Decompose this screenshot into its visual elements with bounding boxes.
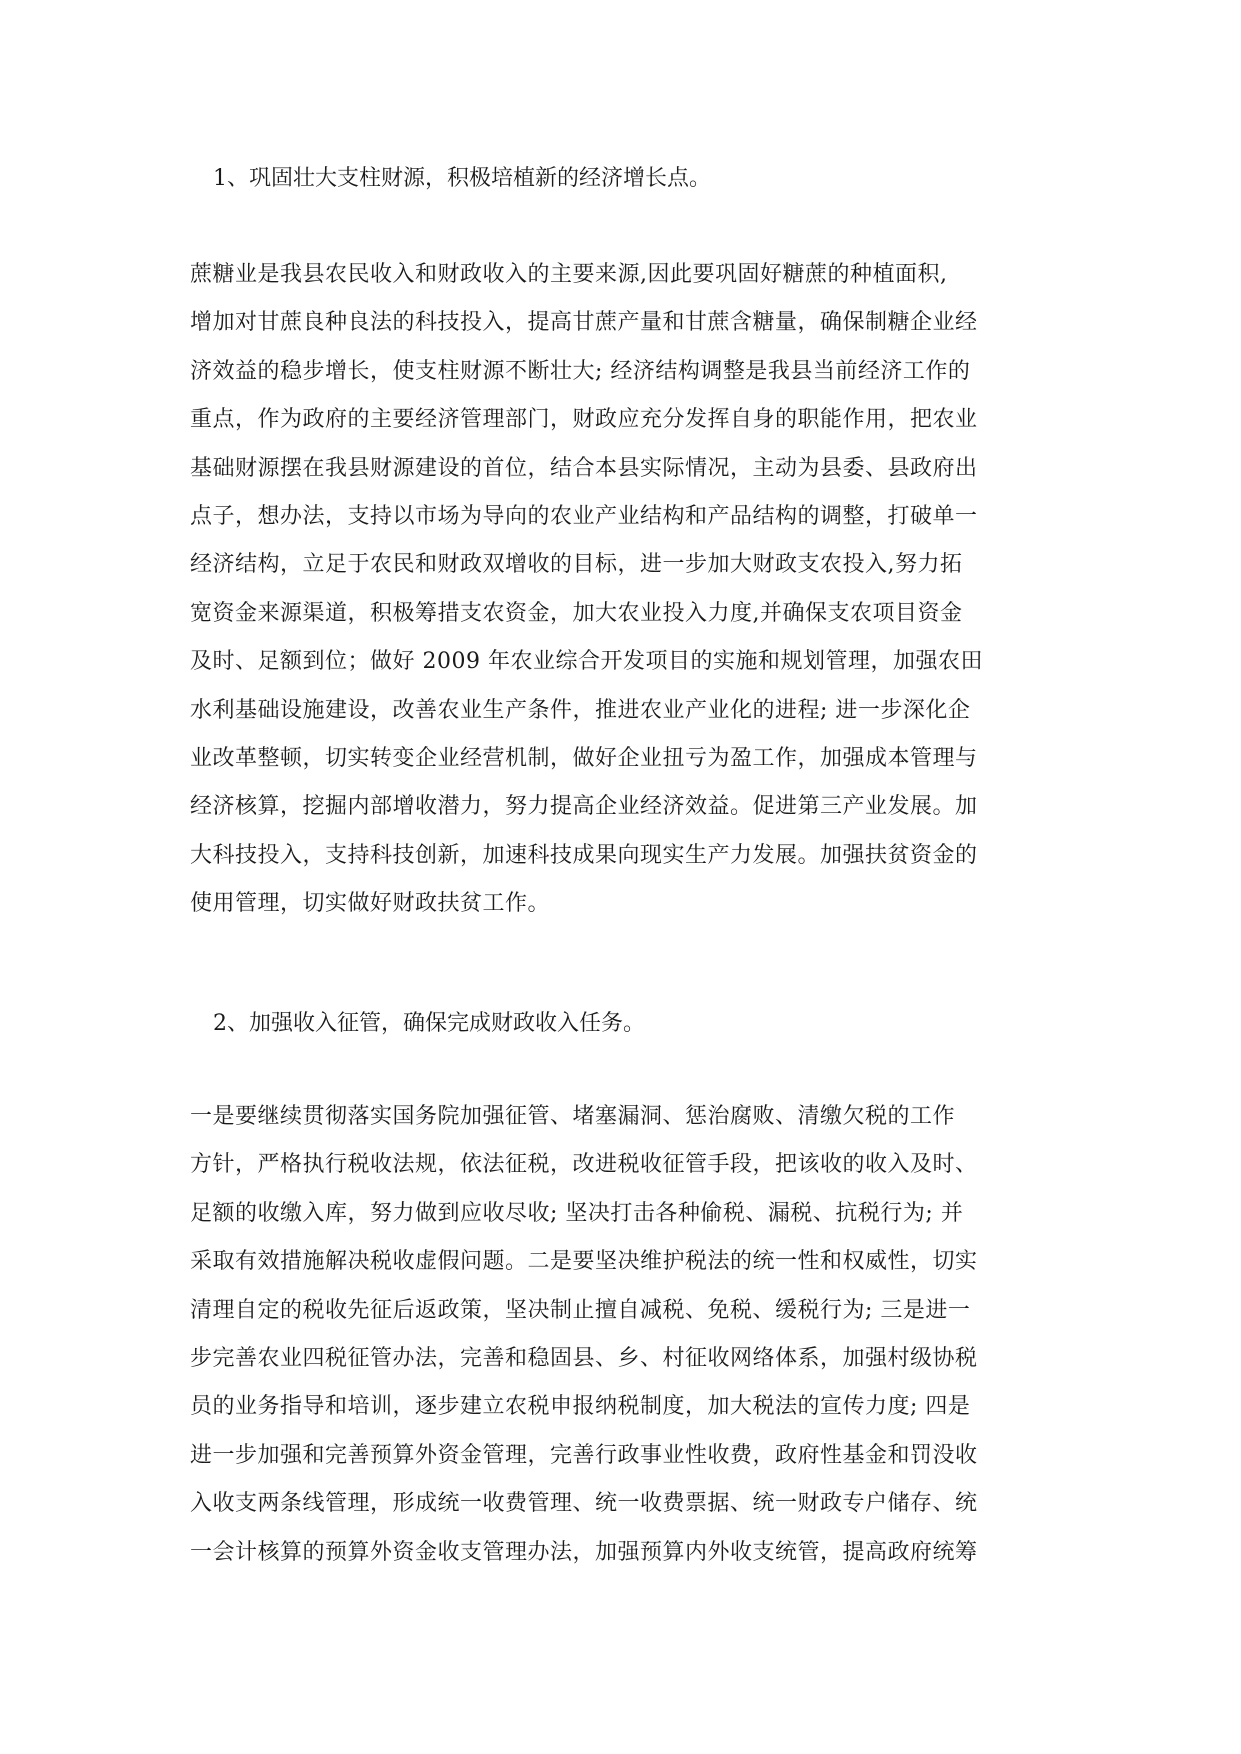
paragraph-line: 使用管理，切实做好财政扶贫工作。 — [190, 891, 551, 917]
section-1-paragraph — [190, 251, 983, 928]
paragraph-line: 方针，严格执行税收法规，依法征税，改进税收征管手段，把该收的收入及时、 — [190, 1152, 978, 1178]
paragraph-line: 一会计核算的预算外资金收支管理办法，加强预算内外收支统管，提高政府统筹 — [190, 1539, 978, 1565]
paragraph-line: 经济结构，立足于农民和财政双增收的目标，进一步加大财政支农投入,努力拓 — [190, 552, 963, 578]
paragraph-line: 清理自定的税收先征后返政策，坚决制止擅自减税、免税、缓税行为; 三是进一 — [190, 1297, 971, 1323]
paragraph-line: 蔗糖业是我县农民收入和财政收入的主要来源,因此要巩固好糖蔗的种植面积, — [190, 262, 948, 287]
paragraph-line: 增加对甘蔗良种良法的科技投入，提高甘蔗产量和甘蔗含糖量，确保制糖企业经 — [190, 310, 978, 336]
section-2-paragraph — [190, 1093, 978, 1577]
paragraph-line: 基础财源摆在我县财源建设的首位，结合本县实际情况，主动为县委、县政府出 — [190, 455, 978, 481]
paragraph-line: 大科技投入，支持科技创新，加速科技成果向现实生产力发展。加强扶贫资金的 — [190, 842, 978, 868]
paragraph-line: 一是要继续贯彻落实国务院加强征管、堵塞漏洞、惩治腐败、清缴欠税的工作 — [190, 1104, 956, 1129]
paragraph-line: 济效益的稳步增长，使支柱财源不断壮大; 经济结构调整是我县当前经济工作的 — [190, 358, 971, 384]
section-1-heading: 1、巩固壮大支柱财源，积极培植新的经济增长点。 — [213, 166, 711, 191]
paragraph-line: 经济核算，挖掘内部增收潜力，努力提高企业经济效益。促进第三产业发展。加 — [190, 794, 978, 820]
paragraph-line: 员的业务指导和培训，逐步建立农税申报纳税制度，加大税法的宣传力度; 四是 — [190, 1394, 971, 1420]
paragraph-line: 重点，作为政府的主要经济管理部门，财政应充分发挥自身的职能作用，把农业 — [190, 407, 978, 433]
paragraph-line: 足额的收缴入库，努力做到应收尽收; 坚决打击各种偷税、漏税、抗税行为; 并 — [190, 1200, 964, 1226]
paragraph-line: 入收支两条线管理，形成统一收费管理、统一收费票据、统一财政专户储存、统 — [190, 1491, 978, 1517]
paragraph-line: 水利基础设施建设，改善农业生产条件，推进农业产业化的进程; 进一步深化企 — [190, 697, 971, 723]
paragraph-line: 宽资金来源渠道，积极筹措支农资金，加大农业投入力度,并确保支农项目资金 — [190, 600, 963, 626]
paragraph-line: 及时、足额到位；做好 2009 年农业综合开发项目的实施和规划管理，加强农田 — [190, 649, 983, 675]
paragraph-line: 进一步加强和完善预算外资金管理，完善行政事业性收费，政府性基金和罚没收 — [190, 1442, 978, 1468]
paragraph-line: 点子，想办法，支持以市场为导向的农业产业结构和产品结构的调整，打破单一 — [190, 503, 978, 529]
section-2-heading: 2、加强收入征管，确保完成财政收入任务。 — [213, 1011, 645, 1036]
paragraph-line: 步完善农业四税征管办法，完善和稳固县、乡、村征收网络体系，加强村级协税 — [190, 1345, 978, 1371]
paragraph-line: 采取有效措施解决税收虚假问题。二是要坚决维护税法的统一性和权威性，切实 — [190, 1249, 978, 1275]
paragraph-line: 业改革整顿，切实转变企业经营机制，做好企业扭亏为盈工作，加强成本管理与 — [190, 745, 978, 771]
